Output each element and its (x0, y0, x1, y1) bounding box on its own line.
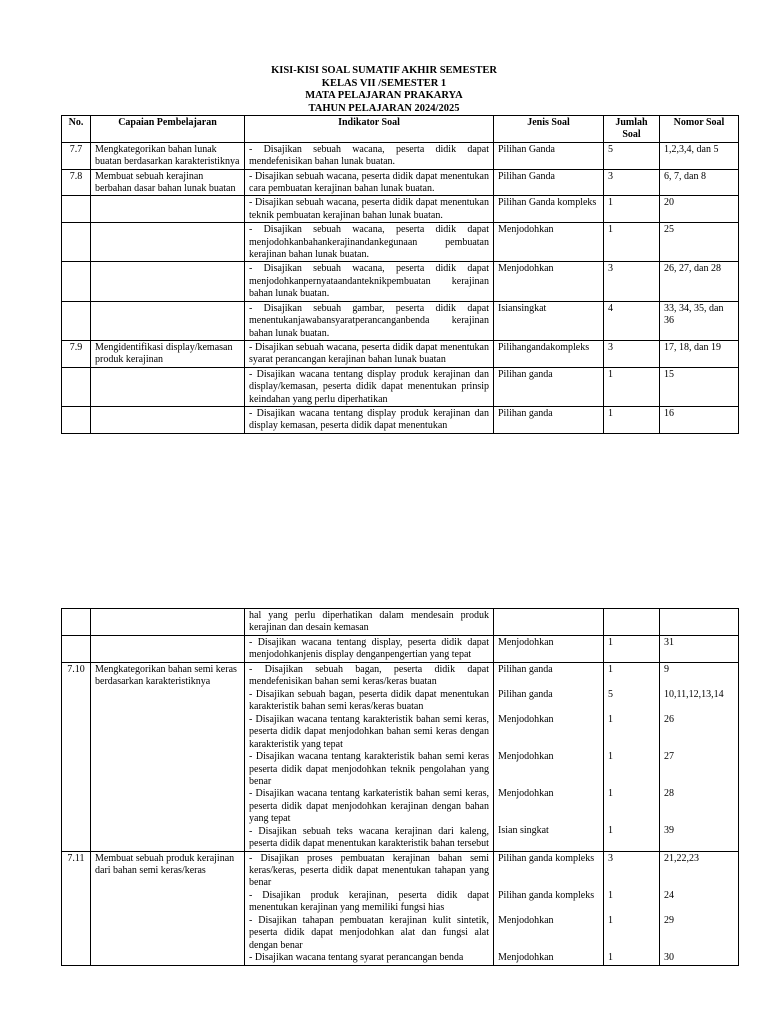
row-jenis: Menjodohkan (494, 262, 604, 301)
table-row (62, 169, 739, 196)
row-indikator (245, 636, 494, 663)
table-row (62, 406, 739, 433)
row-indikator (245, 609, 494, 636)
row-capaian (91, 406, 245, 433)
row-jenis: Pilihan Ganda kompleks (494, 196, 604, 223)
row-nomor-item: 9 (664, 664, 669, 675)
row-jumlah: 4 (604, 301, 660, 340)
row-jumlah-item: 1 (608, 664, 613, 675)
row-indikator: - Disajikan sebuah wacana, peserta didik dapat menentukan cara pembuatan kerajinan bahan lunak buatan. (245, 169, 494, 196)
row-jumlah-item: 1 (608, 914, 613, 926)
row-jenis (494, 663, 604, 852)
row-jumlah-item: 1 (608, 751, 613, 762)
row-indikator-item: - Disajikan tahapan pembuatan kerajinan kulit sintetik, peserta didik dapat menjodohkan alat dan fungsi alat dengan benar (249, 914, 489, 951)
row-jumlah: 1 (604, 406, 660, 433)
row-capaian (91, 262, 245, 301)
row-jenis: Pilihan ganda (494, 406, 604, 433)
table-row (62, 262, 739, 301)
row-indikator (245, 851, 494, 965)
row-capaian: Membuat sebuah produk kerajinan dari bahan semi keras/keras (91, 851, 245, 965)
row-capaian (91, 301, 245, 340)
row-jumlah-item: 5 (608, 689, 613, 700)
row-jumlah-item: 1 (608, 825, 613, 836)
row-jenis: Pilihan Ganda (494, 169, 604, 196)
row-capaian (91, 196, 245, 223)
row-jumlah-item: 1 (608, 889, 613, 901)
row-indikator: - Disajikan wacana tentang display produk kerajinan dan display kemasan, peserta didik dapat menentukan (245, 406, 494, 433)
row-nomor-item: 21,22,23 (664, 852, 699, 864)
row-nomor (660, 851, 739, 965)
row-indikator-item: hal yang perlu diperhatikan dalam mendesain produk kerajinan dan desain kemasan (249, 610, 489, 634)
table-row (62, 663, 739, 852)
table-header-row (62, 116, 739, 143)
row-nomor: 6, 7, dan 8 (660, 169, 739, 196)
table-row (62, 340, 739, 367)
table-row (62, 142, 739, 169)
row-nomor-item: 24 (664, 889, 674, 901)
header-class: KELAS VII /SEMESTER 1 (321, 77, 447, 89)
row-indikator-item: - Disajikan wacana tentang display, peserta didik dapat menjodohkanjenis display denganpengertian yang tepat (249, 637, 489, 661)
row-no (62, 636, 91, 663)
row-jumlah-item: 1 (608, 714, 613, 725)
row-jumlah: 3 (604, 169, 660, 196)
row-nomor (660, 609, 739, 636)
row-capaian: Membuat sebuah kerajinan berbahan dasar bahan lunak buatan (91, 169, 245, 196)
header-title: KISI-KISI SOAL SUMATIF AKHIR SEMESTER (271, 65, 497, 76)
row-jenis-item: Pilihan ganda kompleks (498, 889, 595, 901)
row-no (62, 367, 91, 406)
header-jumlah: Jumlah Soal (604, 116, 660, 143)
row-jenis: Pilihan ganda (494, 367, 604, 406)
row-indikator-item: - Disajikan wacana tentang karakteristik bahan semi keras, peserta didik dapat menjodohkan bahan semi keras dengan karakteristik yang tepat (249, 714, 489, 750)
row-no (62, 262, 91, 301)
row-nomor-item: 28 (664, 788, 674, 799)
row-jumlah: 1 (604, 196, 660, 223)
row-jenis-item: Menjodohkan (498, 637, 554, 648)
header-no: No. (62, 116, 91, 143)
row-no (62, 609, 91, 636)
row-jumlah-item: 3 (608, 852, 613, 864)
row-jenis: Isiansingkat (494, 301, 604, 340)
row-nomor: 16 (660, 406, 739, 433)
row-jenis-item: Menjodohkan (498, 914, 554, 926)
row-no (62, 301, 91, 340)
row-jenis-item: Menjodohkan (498, 788, 554, 799)
row-indikator: - Disajikan sebuah wacana, peserta didik dapat menentukan syarat perancangan kerajinan bahan lunak buatan (245, 340, 494, 367)
row-jenis-item: Menjodohkan (498, 951, 554, 963)
row-jenis (494, 636, 604, 663)
row-nomor-item: 30 (664, 951, 674, 963)
table-row (62, 367, 739, 406)
header-year: TAHUN PELAJARAN 2024/2025 (308, 102, 460, 114)
header-nomor: Nomor Soal (660, 116, 739, 143)
row-no: 7.9 (62, 340, 91, 367)
table-body (62, 609, 739, 966)
row-capaian (91, 609, 245, 636)
row-jenis-item: Pilihan ganda (498, 689, 553, 700)
row-jumlah-item: 1 (608, 637, 613, 648)
row-no: 7.8 (62, 169, 91, 196)
row-nomor-item: 29 (664, 914, 674, 926)
row-nomor: 25 (660, 223, 739, 262)
row-nomor-item: 27 (664, 751, 674, 762)
row-indikator (245, 663, 494, 852)
row-nomor (660, 663, 739, 852)
table-row (62, 223, 739, 262)
row-indikator-item: - Disajikan proses pembuatan kerajinan bahan semi keras/keras, peserta didik dapat menentukan tahapan yang benar (249, 852, 489, 889)
row-indikator: - Disajikan sebuah wacana, peserta didik dapat menentukan teknik pembuatan kerajinan bahan lunak buatan. (245, 196, 494, 223)
row-indikator: - Disajikan sebuah wacana, peserta didik dapat menjodohkanpernyataandanteknikpembuatan kerajinan bahan lunak buatan. (245, 262, 494, 301)
header-indikator: Indikator Soal (245, 116, 494, 143)
table-row (62, 636, 739, 663)
row-jumlah-item: 1 (608, 951, 613, 963)
row-jumlah (604, 609, 660, 636)
table-row (62, 851, 739, 965)
row-jumlah: 3 (604, 340, 660, 367)
row-indikator-item: - Disajikan wacana tentang karkateristik bahan semi keras, peserta didik dapat menjodohkan kerajinan dengan bahan yang tepat (249, 788, 489, 825)
row-indikator: - Disajikan wacana tentang display produk kerajinan dan display/kemasan, peserta didik dapat menentukan prinsip keindahan yang perlu diperhatikan (245, 367, 494, 406)
row-jenis (494, 851, 604, 965)
row-no (62, 406, 91, 433)
row-jumlah: 3 (604, 262, 660, 301)
row-jenis: Pilihangandakompleks (494, 340, 604, 367)
kisi-kisi-table-page2 (61, 608, 739, 966)
row-jenis-item: Pilihan ganda (498, 664, 553, 675)
row-no (62, 196, 91, 223)
row-no (62, 223, 91, 262)
row-jumlah-item (608, 610, 655, 635)
row-capaian (91, 367, 245, 406)
row-jenis-item: Pilihan ganda kompleks (498, 852, 595, 864)
row-jenis-item: Isian singkat (498, 825, 549, 836)
row-nomor-item: 26 (664, 714, 674, 725)
row-jumlah: 1 (604, 223, 660, 262)
row-capaian: Mengkategorikan bahan lunak buatan berdasarkan karakteristiknya (91, 142, 245, 169)
row-capaian: Mengkategorikan bahan semi keras berdasarkan karakteristiknya (91, 663, 245, 852)
row-capaian (91, 223, 245, 262)
row-capaian: Mengidentifikasi display/kemasan produk kerajinan (91, 340, 245, 367)
row-indikator-item: - Disajikan wacana tentang karakteristik bahan semi keras peserta didik dapat menjodohkan teknik pengolahan yang benar (249, 751, 489, 788)
table-row (62, 609, 739, 636)
row-no: 7.11 (62, 851, 91, 965)
row-nomor (660, 636, 739, 663)
row-jenis (494, 609, 604, 636)
row-indikator: - Disajikan sebuah wacana, peserta didik dapat mendefenisikan bahan lunak buatan. (245, 142, 494, 169)
row-jenis-item: Menjodohkan (498, 714, 554, 725)
row-nomor-item: 31 (664, 637, 674, 648)
row-indikator-item: - Disajikan sebuah teks wacana kerajinan dari kaleng, peserta didik dapat menentukan karakteristik bahan tersebut (249, 825, 489, 850)
kisi-kisi-table-page1 (61, 115, 739, 434)
row-indikator: - Disajikan sebuah wacana, peserta didik dapat menjodohkanbahankerajinandankegunaan pembuatan kerajinan bahan lunak buatan. (245, 223, 494, 262)
row-nomor: 20 (660, 196, 739, 223)
row-indikator: - Disajikan sebuah gambar, peserta didik dapat menentukanjawabansyaratperancanganbenda kerajinan bahan lunak buatan. (245, 301, 494, 340)
table-row (62, 196, 739, 223)
row-nomor-item: 10,11,12,13,14 (664, 689, 724, 700)
row-nomor: 17, 18, dan 19 (660, 340, 739, 367)
row-nomor: 33, 34, 35, dan 36 (660, 301, 739, 340)
row-jenis-item (498, 610, 599, 635)
row-nomor: 15 (660, 367, 739, 406)
row-jumlah: 5 (604, 142, 660, 169)
row-jumlah: 1 (604, 367, 660, 406)
row-jenis-item: Menjodohkan (498, 751, 554, 762)
row-no: 7.7 (62, 142, 91, 169)
row-jenis: Pilihan Ganda (494, 142, 604, 169)
table-body (62, 142, 739, 433)
row-indikator-item: - Disajikan wacana tentang syarat perancangan benda (249, 952, 464, 964)
row-nomor-item (664, 610, 734, 635)
row-jumlah-item: 1 (608, 788, 613, 799)
row-indikator-item: - Disajikan sebuah bagan, peserta didik dapat menentukan karakteristik bahan semi keras/keras buatan (249, 689, 489, 713)
row-capaian (91, 636, 245, 663)
row-no: 7.10 (62, 663, 91, 852)
row-nomor: 1,2,3,4, dan 5 (660, 142, 739, 169)
row-nomor: 26, 27, dan 28 (660, 262, 739, 301)
row-jenis: Menjodohkan (494, 223, 604, 262)
row-jumlah (604, 851, 660, 965)
row-jumlah (604, 663, 660, 852)
row-indikator-item: - Disajikan produk kerajinan, peserta didik dapat menentukan kerajinan yang memiliki fungsi hias (249, 889, 489, 914)
row-indikator-item: - Disajikan sebuah bagan, peserta didik dapat mendefenisikan bahan semi keras/keras buatan (249, 664, 489, 688)
row-jumlah (604, 636, 660, 663)
header-capaian: Capaian Pembelajaran (91, 116, 245, 143)
row-nomor-item: 39 (664, 825, 674, 836)
header-subject: MATA PELAJARAN PRAKARYA (305, 90, 463, 101)
document-header (0, 65, 768, 115)
table-row (62, 301, 739, 340)
header-jenis: Jenis Soal (494, 116, 604, 143)
